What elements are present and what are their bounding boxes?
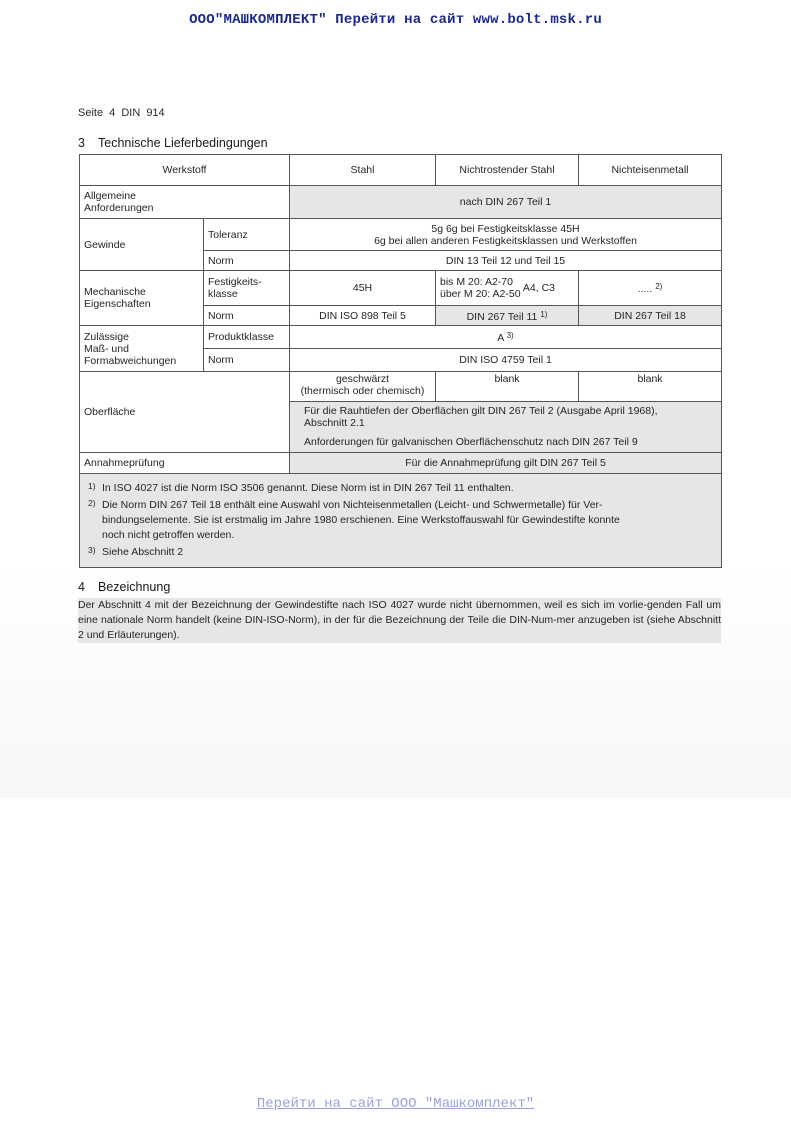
value-stahl-festigkeit: 45H — [290, 271, 436, 306]
footnote-2-continuation: noch nicht getroffen werden. — [102, 528, 235, 541]
toleranz-line: 5g 6g bei Festigkeitsklasse 45H — [431, 222, 580, 235]
label-line: Maß- und — [84, 342, 129, 355]
value-toleranz — [290, 219, 722, 251]
value-gewinde-norm: DIN 13 Teil 12 und Teil 15 — [290, 251, 722, 271]
section-title: Bezeichnung — [98, 580, 171, 594]
column-header-nichteisenmetall: Nichteisenmetall — [579, 155, 722, 186]
value-stahl-norm: DIN ISO 898 Teil 5 — [290, 306, 436, 326]
sublabel-norm: Norm — [204, 251, 290, 271]
section-4-heading — [78, 580, 170, 594]
table-row-gewinde-toleranz — [80, 219, 722, 251]
surface-line: geschwärzt — [335, 373, 390, 385]
label-line: Eigenschaften — [84, 298, 151, 310]
table-row-zulaessig-produktklasse — [80, 326, 722, 349]
bottom-site-link[interactable]: Перейти на сайт ООО "Машкомплект" — [256, 1096, 535, 1112]
label-line: Formabweichungen — [84, 354, 177, 367]
column-header-werkstoff: Werkstoff — [80, 155, 290, 186]
label-line: Allgemeine — [84, 190, 136, 202]
footnote-ref: 2) — [655, 282, 663, 291]
footnote-text: Die Norm DIN 267 Teil 18 enthält eine Auswahl von Nichteisenmetallen (Leicht- und Schwermetalle) für Ver- — [102, 498, 603, 511]
norm-text: DIN 267 Teil 11 — [466, 310, 538, 323]
class-value: A — [497, 332, 504, 344]
label-line: Zulässige — [84, 330, 129, 343]
value-nrs-oberflaeche: blank — [436, 372, 579, 402]
note-galvanisch: Anforderungen für galvanischen Oberflächenschutz nach DIN 267 Teil 9 — [290, 432, 722, 452]
table-row-allgemein — [80, 186, 722, 219]
label-line: Festigkeits- — [208, 276, 262, 288]
range-line: bis M 20: A2-70 — [440, 276, 513, 288]
table-header-row — [80, 155, 722, 186]
section-4-body: Der Abschnitt 4 mit der Bezeichnung der Gewindestifte nach ISO 4027 wurde nicht übernommen, weil es sich im vorlie-genden Fall um eine nationale Norm handelt (keine DIN-ISO-Norm), in der für die Bezeichnung der Teile die DIN-Num-mer anzugeben ist (siehe Abschnitt 2 und Erläuterungen). — [78, 599, 721, 641]
sublabel-norm: Norm — [204, 306, 290, 326]
note-line: Für die Rauhtiefen der Oberflächen gilt DIN 267 Teil 2 (Ausgabe April 1968), — [304, 405, 658, 417]
label-line: Mechanische — [84, 286, 146, 298]
footnote-mark: 2) — [88, 497, 96, 508]
table-row-oberflaeche-werkstoff — [80, 372, 722, 402]
value-ne-festigkeit — [579, 271, 722, 306]
footnote-2 — [88, 497, 713, 512]
page-header — [78, 107, 165, 119]
dots: ..... — [637, 283, 653, 295]
toleranz-line: 6g bei allen anderen Festigkeitsklassen und Werkstoffen — [374, 234, 637, 247]
table-row-footnotes — [80, 473, 722, 567]
value-annahme: Für die Annahmeprüfung gilt DIN 267 Teil 5 — [290, 452, 722, 473]
sublabel-festigkeitsklasse — [204, 271, 290, 306]
section-title: Technische Lieferbedingungen — [98, 136, 268, 150]
footnote-mark: 3) — [88, 544, 96, 555]
label-line: klasse — [208, 288, 238, 300]
footnote-2-continuation: bindungselemente. Sie ist erstmalig im Jahre 1980 erschienen. Eine Werkstoffauswahl für Gewindestifte konnte — [102, 513, 620, 526]
row-label-annahme: Annahmeprüfung — [80, 452, 290, 473]
value-allgemein: nach DIN 267 Teil 1 — [290, 186, 722, 219]
row-label-gewinde: Gewinde — [80, 219, 204, 271]
surface-line: (thermisch oder chemisch) — [300, 385, 425, 397]
column-header-nichtrostender-stahl: Nichtrostender Stahl — [436, 155, 579, 186]
row-label-mechanisch — [80, 271, 204, 326]
section-number: 3 — [78, 136, 85, 150]
column-header-stahl: Stahl — [290, 155, 436, 186]
row-label-allgemein — [80, 186, 290, 219]
value-zulaessig-norm: DIN ISO 4759 Teil 1 — [290, 349, 722, 372]
label-line: Anforderungen — [84, 202, 154, 214]
row-label-oberflaeche: Oberfläche — [80, 372, 290, 453]
row-label-zulaessig — [80, 326, 204, 372]
value-nrs-norm — [436, 306, 579, 326]
footnote-ref: 1) — [540, 309, 548, 319]
footnote-1 — [88, 480, 713, 495]
section-number: 4 — [78, 580, 85, 594]
footnote-mark: 1) — [88, 480, 96, 491]
standard-number: DIN 914 — [121, 107, 165, 119]
table-row-mechanisch-festigkeit — [80, 271, 722, 306]
top-site-link[interactable]: ООО"МАШКОМПЛЕКТ" Перейти на сайт www.bolt.msk.ru — [189, 12, 602, 28]
page-number: Seite 4 — [78, 107, 116, 119]
technical-delivery-table — [79, 154, 722, 568]
value-nrs-festigkeit — [436, 271, 579, 306]
section-3-heading — [78, 136, 268, 150]
footnote-3 — [88, 544, 713, 559]
footnote-ref: 3) — [506, 331, 514, 340]
table-row-annahme — [80, 452, 722, 473]
sublabel-toleranz: Toleranz — [204, 219, 290, 251]
value-ne-norm: DIN 267 Teil 18 — [579, 306, 722, 326]
footnotes-cell — [80, 473, 722, 567]
footnote-text: Siehe Abschnitt 2 — [102, 545, 184, 558]
note-rauhtiefe — [290, 402, 722, 433]
nrs-size-ranges — [440, 276, 521, 300]
value-produktklasse — [290, 326, 722, 349]
range-line: über M 20: A2-50 — [440, 288, 521, 300]
sublabel-produktklasse: Produktklasse — [204, 326, 290, 349]
note-line: Abschnitt 2.1 — [304, 417, 365, 429]
sublabel-norm: Norm — [204, 349, 290, 372]
nrs-extra-classes: A4, C3 — [522, 281, 556, 294]
value-stahl-oberflaeche — [290, 372, 436, 402]
value-ne-oberflaeche: blank — [579, 372, 722, 402]
footnote-text: In ISO 4027 ist die Norm ISO 3506 genannt. Diese Norm ist in DIN 267 Teil 11 enthalten. — [102, 481, 514, 494]
